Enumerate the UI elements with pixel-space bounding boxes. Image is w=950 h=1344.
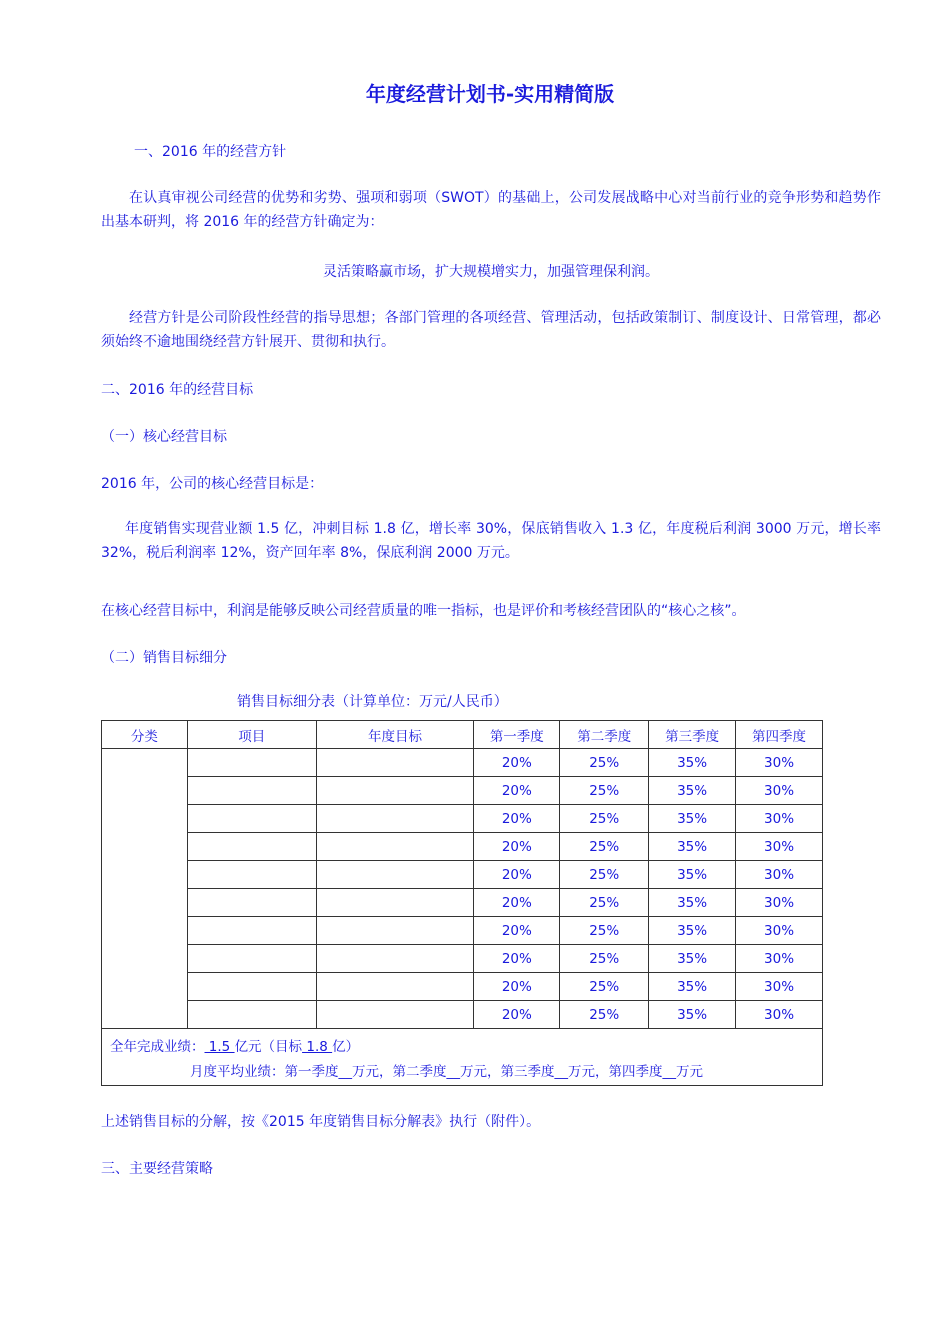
q3-cell: 35% xyxy=(649,833,736,861)
item-cell xyxy=(187,1001,316,1029)
q4-cell: 30% xyxy=(736,889,823,917)
annual-target-cell xyxy=(316,749,474,777)
profit-note: 在核心经营目标中，利润是能够反映公司经营质量的唯一指标，也是评价和考核经营团队的“核心之核”。 xyxy=(101,603,746,619)
q2-cell: 25% xyxy=(560,833,649,861)
q3-cell: 35% xyxy=(649,777,736,805)
table-row xyxy=(102,861,823,889)
subsection-sales-breakdown: （二）销售目标细分 xyxy=(101,650,227,666)
header-item: 项目 xyxy=(187,721,316,749)
item-cell xyxy=(187,917,316,945)
annual-target-cell xyxy=(316,889,474,917)
q1-cell: 20% xyxy=(474,917,560,945)
q3-cell: 35% xyxy=(649,749,736,777)
q1-cell: 20% xyxy=(474,805,560,833)
q2-cell: 25% xyxy=(560,945,649,973)
table-row xyxy=(102,749,823,777)
q3-cell: 35% xyxy=(649,917,736,945)
annual-suffix: 亿） xyxy=(332,1039,360,1055)
annual-target-cell xyxy=(316,917,474,945)
q3-cell: 35% xyxy=(649,945,736,973)
annual-target-cell xyxy=(316,1001,474,1029)
q3-cell: 35% xyxy=(649,1001,736,1029)
annual-value: 1.5 xyxy=(204,1039,235,1055)
q1-cell: 20% xyxy=(474,1001,560,1029)
table-row xyxy=(102,889,823,917)
item-cell xyxy=(187,973,316,1001)
header-q3: 第三季度 xyxy=(649,721,736,749)
section2-heading: 二、2016 年的经营目标 xyxy=(101,382,254,398)
subsection-core-goals: （一）核心经营目标 xyxy=(101,429,227,445)
q2-cell: 25% xyxy=(560,889,649,917)
item-cell xyxy=(187,749,316,777)
q2-cell: 25% xyxy=(560,861,649,889)
q4-cell: 30% xyxy=(736,833,823,861)
table-row xyxy=(102,805,823,833)
header-category: 分类 xyxy=(102,721,188,749)
q3-cell: 35% xyxy=(649,861,736,889)
q3-cell: 35% xyxy=(649,889,736,917)
item-cell xyxy=(187,805,316,833)
q4-cell: 30% xyxy=(736,777,823,805)
header-q4: 第四季度 xyxy=(736,721,823,749)
q4-cell: 30% xyxy=(736,805,823,833)
item-cell xyxy=(187,861,316,889)
section1-heading: 一、2016 年的经营方针 xyxy=(134,144,287,160)
q4-cell: 30% xyxy=(736,945,823,973)
q1-cell: 20% xyxy=(474,861,560,889)
q1-cell: 20% xyxy=(474,777,560,805)
item-cell xyxy=(187,889,316,917)
annual-mid: 亿元（目标 xyxy=(234,1039,303,1055)
q4-cell: 30% xyxy=(736,973,823,1001)
business-motto: 灵活策略赢市场，扩大规模增实力，加强管理保利润。 xyxy=(323,264,659,280)
core-goals-paragraph: 年度销售实现营业额 1.5 亿，冲刺目标 1.8 亿，增长率 30%，保底销售收入 1.3 亿，年度税后利润 3000 万元，增长率 32%，税后利润率 12%，资产回年率 8%，保底利润 2000 万元。 xyxy=(101,521,881,561)
table-row xyxy=(102,917,823,945)
annual-target-cell xyxy=(316,777,474,805)
q2-cell: 25% xyxy=(560,777,649,805)
q3-cell: 35% xyxy=(649,973,736,1001)
annual-target-cell xyxy=(316,945,474,973)
monthly-average: 月度平均业绩：第一季度__万元，第二季度__万元，第三季度__万元，第四季度__万元 xyxy=(190,1064,703,1080)
category-cell xyxy=(102,749,188,1029)
q1-cell: 20% xyxy=(474,749,560,777)
header-q2: 第二季度 xyxy=(560,721,649,749)
item-cell xyxy=(187,833,316,861)
annual-performance xyxy=(110,1035,359,1055)
annual-target-cell xyxy=(316,805,474,833)
table-caption: 销售目标细分表（计算单位：万元/人民币） xyxy=(237,694,508,710)
document-title: 年度经营计划书-实用精简版 xyxy=(365,82,615,106)
annual-target-cell xyxy=(316,861,474,889)
sales-target-table xyxy=(101,720,823,1086)
table-footer-cell xyxy=(102,1029,823,1086)
table-row xyxy=(102,973,823,1001)
q1-cell: 20% xyxy=(474,945,560,973)
item-cell xyxy=(187,777,316,805)
annual-prefix: 全年完成业绩： xyxy=(110,1039,205,1055)
annual-target-value: 1.8 xyxy=(302,1039,333,1055)
table-row xyxy=(102,1001,823,1029)
q4-cell: 30% xyxy=(736,861,823,889)
q1-cell: 20% xyxy=(474,889,560,917)
q1-cell: 20% xyxy=(474,833,560,861)
header-q1: 第一季度 xyxy=(474,721,560,749)
section1-paragraph-2: 经营方针是公司阶段性经营的指导思想；各部门管理的各项经营、管理活动，包括政策制订、制度设计、日常管理，都必须始终不逾地围绕经营方针展开、贯彻和执行。 xyxy=(101,310,881,350)
q2-cell: 25% xyxy=(560,805,649,833)
annual-target-cell xyxy=(316,973,474,1001)
item-cell xyxy=(187,945,316,973)
table-footer-row xyxy=(102,1029,823,1086)
q1-cell: 20% xyxy=(474,973,560,1001)
table-row xyxy=(102,833,823,861)
table-row xyxy=(102,777,823,805)
q4-cell: 30% xyxy=(736,749,823,777)
section3-heading: 三、主要经营策略 xyxy=(101,1161,213,1177)
annual-target-cell xyxy=(316,833,474,861)
q4-cell: 30% xyxy=(736,917,823,945)
q3-cell: 35% xyxy=(649,805,736,833)
q2-cell: 25% xyxy=(560,749,649,777)
core-goals-intro: 2016 年，公司的核心经营目标是： xyxy=(101,476,324,492)
q2-cell: 25% xyxy=(560,917,649,945)
table-header-row xyxy=(102,721,823,749)
after-table-note: 上述销售目标的分解，按《2015 年度销售目标分解表》执行（附件）。 xyxy=(101,1114,541,1130)
section1-paragraph-1: 在认真审视公司经营的优势和劣势、强项和弱项（SWOT）的基础上，公司发展战略中心对当前行业的竞争形势和趋势作出基本研判，将 2016 年的经营方针确定为： xyxy=(101,190,881,230)
header-annual-target: 年度目标 xyxy=(316,721,474,749)
q2-cell: 25% xyxy=(560,973,649,1001)
table-row xyxy=(102,945,823,973)
q4-cell: 30% xyxy=(736,1001,823,1029)
q2-cell: 25% xyxy=(560,1001,649,1029)
